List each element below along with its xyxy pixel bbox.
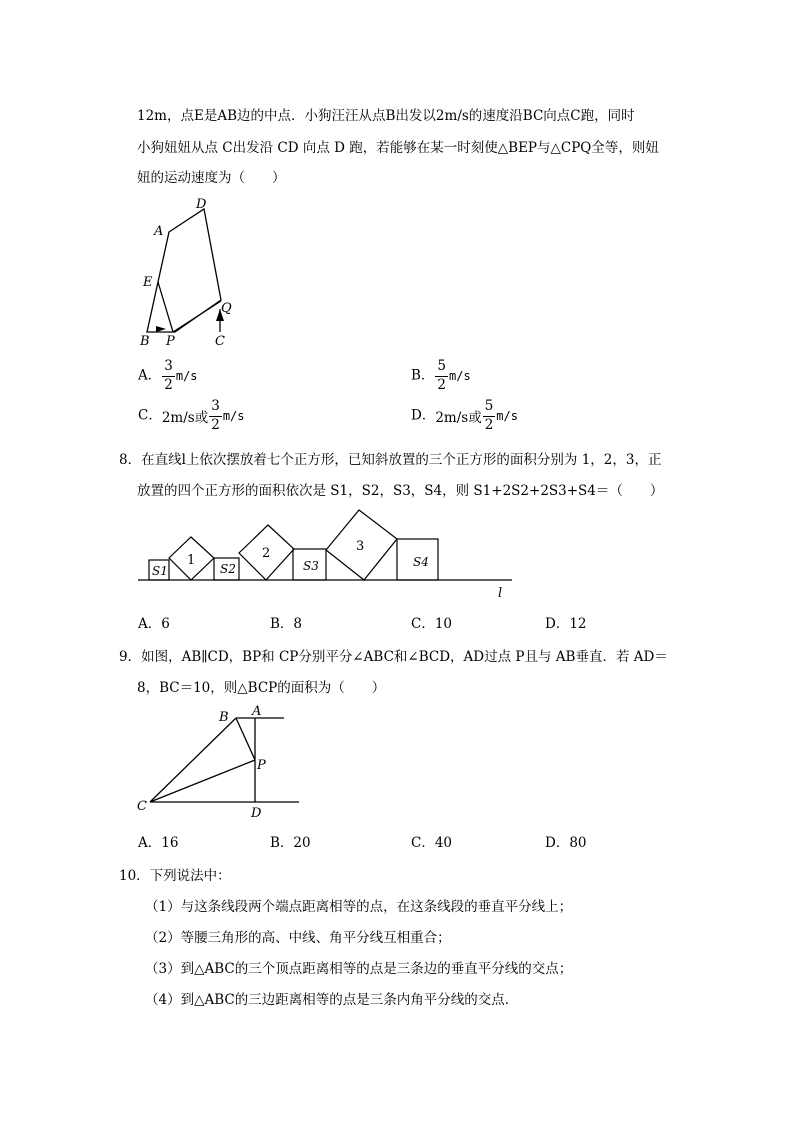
q9-text-line-2: 8，BC＝10，则△BCP的面积为（ ） [137, 680, 386, 696]
q8-option-c[interactable]: C．10 [411, 616, 453, 632]
q10-statement-4: （4）到△ABC的三边距离相等的点是三条内角平分线的交点． [145, 992, 519, 1008]
q8-label-3: 3 [356, 539, 365, 554]
q8-label-s2: S2 [220, 562, 236, 576]
q10-statement-3: （3）到△ABC的三个顶点距离相等的点是三条边的垂直平分线的交点； [145, 961, 573, 977]
q8-squares-figure [130, 500, 530, 605]
q9-label-c: C [137, 799, 147, 814]
fraction: $\frac{5}{2}$ [484, 398, 494, 433]
fraction: $\frac{3}{2}$ [164, 358, 173, 393]
q10-statement-2: （2）等腰三角形的高、中线、角平分线互相重合； [145, 930, 451, 946]
option-prefix: B． [411, 367, 435, 384]
q8-label-s3: S3 [303, 559, 319, 573]
q7-label-c: C [215, 334, 225, 349]
q9-label-b: B [219, 710, 229, 725]
q7-option-a[interactable] [138, 360, 198, 392]
q9-text-line-1: 9．如图，AB∥CD，BP和 CP分别平分∠ABC和∠BCD，AD过点 P且与 AB垂直．若 AD＝ [119, 649, 668, 665]
q9-option-c[interactable]: C．40 [411, 835, 453, 851]
q7-label-a: A [154, 224, 164, 239]
option-prefix: D． [411, 407, 436, 424]
unit: m/s [222, 409, 245, 423]
option-prefix: C． [138, 407, 162, 424]
q7-option-d[interactable] [411, 400, 518, 432]
q8-option-b[interactable]: B．8 [270, 616, 303, 632]
q9-label-p: P [257, 758, 266, 773]
fraction: $\frac{5}{2}$ [437, 358, 447, 393]
q9-parallel-lines-figure [132, 700, 307, 825]
q7-option-c[interactable] [138, 400, 245, 432]
q8-text-line-2: 放置的四个正方形的面积依次是 S1，S2，S3，S4，则 S1+2S2+2S3+S4＝（ ） [137, 483, 664, 499]
q7-quadrilateral-figure [130, 195, 250, 350]
option-text: 2m/s或 [161, 410, 209, 426]
q10-statement-1: （1）与这条线段两个端点距离相等的点，在这条线段的垂直平分线上； [145, 899, 573, 915]
q8-label-s4: S4 [413, 555, 429, 569]
q7-text-line-3: 妞的运动速度为（ ） [137, 170, 286, 186]
option-prefix: A． [138, 367, 162, 384]
q7-text-line-1: 12m，点E是AB边的中点．小狗汪汪从点B出发以2m/s的速度沿BC向点C跑，同时 [137, 108, 635, 124]
q7-label-b: B [140, 334, 150, 349]
q7-option-b[interactable] [411, 360, 471, 392]
unit: m/s [496, 409, 518, 423]
unit: m/s [175, 369, 198, 383]
q7-label-q: Q [221, 301, 232, 316]
q8-option-a[interactable]: A．6 [138, 616, 170, 632]
q10-stem: 10．下列说法中： [119, 868, 231, 884]
unit: m/s [449, 369, 471, 383]
q9-label-d: D [251, 806, 262, 821]
q8-label-l: l [498, 586, 503, 601]
q7-label-p: P [166, 334, 175, 349]
q8-label-1: 1 [187, 553, 196, 568]
q9-option-b[interactable]: B．20 [270, 835, 311, 851]
q7-label-e: E [143, 275, 153, 290]
q7-label-d: D [196, 197, 207, 212]
option-text: 2m/s或 [435, 410, 482, 426]
q8-text-line-1: 8．在直线l上依次摆放着七个正方形，已知斜放置的三个正方形的面积分别为 1，2，3，正 [119, 452, 662, 468]
q9-option-d[interactable]: D．80 [545, 835, 587, 851]
q9-option-a[interactable]: A．16 [138, 835, 179, 851]
q8-label-s1: S1 [152, 564, 168, 578]
q8-option-d[interactable]: D．12 [545, 616, 587, 632]
q7-text-line-2: 小狗妞妞从点 C出发沿 CD 向点 D 跑，若能够在某一时刻使△BEP与△CPQ全等，则妞 [137, 140, 659, 156]
q8-label-2: 2 [262, 546, 271, 561]
q9-label-a: A [252, 704, 262, 719]
fraction: $\frac{3}{2}$ [211, 398, 220, 433]
